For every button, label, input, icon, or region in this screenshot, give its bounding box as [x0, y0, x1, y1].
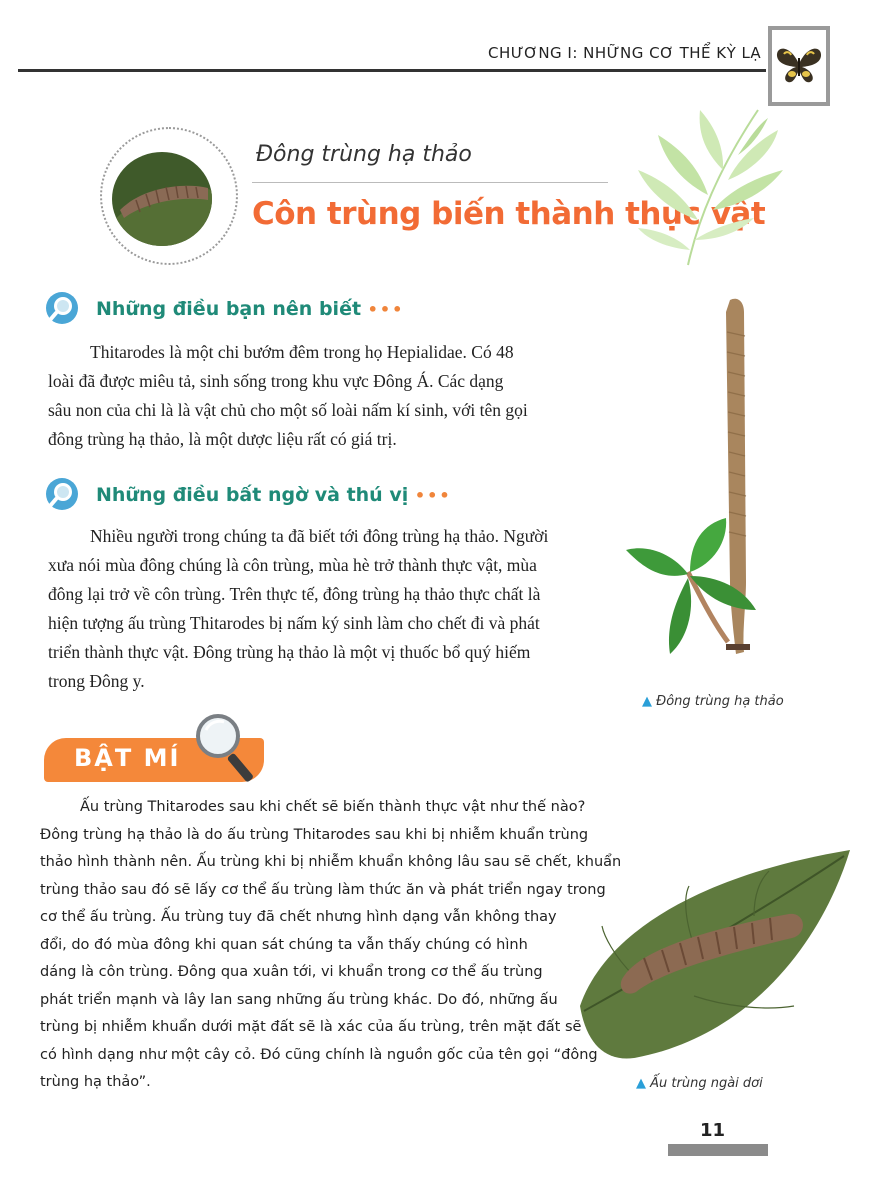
heading-dots: ••• [367, 300, 405, 319]
caption-cordyceps [642, 694, 784, 709]
magnifier-search-icon [44, 290, 80, 326]
cordyceps-illustration [618, 292, 768, 672]
chapter-title: CHƯƠNG I: NHỮNG CƠ THỂ KỲ LẠ [488, 44, 762, 62]
paragraph-line: trùng hạ thảo”. [40, 1074, 151, 1090]
paragraph-should-know [48, 338, 628, 454]
heading-dots: ••• [414, 486, 452, 505]
butterfly-icon [772, 30, 826, 102]
paragraph-line: Thitarodes là một chi bướm đêm trong họ Hepialidae. Có 48 [90, 342, 514, 362]
paragraph-line: loài đã được miêu tả, sinh sống trong khu vực Đông Á. Các dạng [48, 371, 504, 391]
section-heading-text: Những điều bất ngờ và thú vị [96, 484, 409, 506]
header-rule [18, 69, 766, 72]
paragraph-line: đông trùng hạ thảo, là một dược liệu rất có giá trị. [48, 429, 397, 449]
paragraph-line: đổi, do đó mùa đông khi quan sát chúng ta vẫn thấy chúng có hình [40, 936, 528, 953]
caption-text: Ấu trùng ngài dơi [650, 1076, 763, 1091]
paragraph-line: triển thành thực vật. Đông trùng hạ thảo là một vị thuốc bổ quý hiếm [48, 642, 531, 662]
caption-larva [636, 1076, 763, 1091]
paragraph-line: trùng thảo sau đó sẽ lấy cơ thể ấu trùng làm thức ăn và phát triển ngay trong [40, 881, 606, 898]
paragraph-line: thảo hình thành nên. Ấu trùng khi bị nhiễm khuẩn không lâu sau sẽ chết, khuẩn [40, 854, 622, 870]
paragraph-line: hiện tượng ấu trùng Thitarodes bị nấm ký sinh làm cho chết đi và phát [48, 613, 540, 633]
paragraph-line: sâu non của chi là là vật chủ cho một số loài nấm kí sinh, với tên gọi [48, 400, 528, 420]
caption-marker-icon: ▲ [636, 1076, 646, 1091]
butterfly-frame [768, 26, 830, 106]
paragraph-line: trong Đông y. [48, 671, 145, 691]
larva-on-leaf-illustration [574, 846, 854, 1066]
paragraph-line: Đông trùng hạ thảo là do ấu trùng Thitarodes sau khi bị nhiễm khuẩn trùng [40, 826, 589, 843]
paragraph-line: Ấu trùng Thitarodes sau khi chết sẽ biến thành thực vật như thế nào? [80, 799, 586, 815]
caption-marker-icon: ▲ [642, 694, 652, 709]
paragraph-line: xưa nói mùa đông chúng là côn trùng, mùa hè trở thành thực vật, mùa [48, 555, 537, 575]
bat-mi-label: BẬT MÍ [74, 744, 181, 772]
page-number-bar [668, 1144, 768, 1156]
paragraph-line: phát triển mạnh và lây lan sang những ấu trùng khác. Do đó, những ấu [40, 991, 558, 1008]
article-title: Côn trùng biến thành thực vật [252, 196, 766, 232]
section-heading-text: Những điều bạn nên biết [96, 298, 362, 320]
magnifying-glass-icon [192, 708, 264, 788]
caption-text: Đông trùng hạ thảo [656, 694, 784, 709]
paragraph-line: dáng là côn trùng. Đông qua xuân tới, vi khuẩn trong cơ thể ấu trùng [40, 964, 543, 980]
leaf-branch-illustration [628, 100, 788, 270]
paragraph-line: Nhiều người trong chúng ta đã biết tới đông trùng hạ thảo. Người [90, 526, 549, 546]
section-heading-surprising [96, 484, 452, 506]
title-divider [252, 182, 608, 183]
section-heading-should-know [96, 298, 404, 320]
article-subtitle: Đông trùng hạ thảo [256, 142, 472, 167]
paragraph-line: trùng bị nhiễm khuẩn dưới mặt đất sẽ là xác của ấu trùng, trên mặt đất sẽ [40, 1019, 582, 1035]
magnifier-search-icon [44, 476, 80, 512]
paragraph-line: có hình dạng như một cây cỏ. Đó cũng chính là nguồn gốc của tên gọi “đông [40, 1046, 598, 1063]
page-number: 11 [700, 1120, 726, 1141]
paragraph-bat-mi [40, 794, 640, 1097]
paragraph-line: cơ thể ấu trùng. Ấu trùng tuy đã chết nhưng hình dạng vẫn không thay [40, 909, 557, 925]
paragraph-line: đông lại trở về côn trùng. Trên thực tế, đông trùng hạ thảo thực chất là [48, 584, 541, 604]
larva-thumbnail [112, 152, 212, 246]
paragraph-surprising [48, 522, 628, 696]
